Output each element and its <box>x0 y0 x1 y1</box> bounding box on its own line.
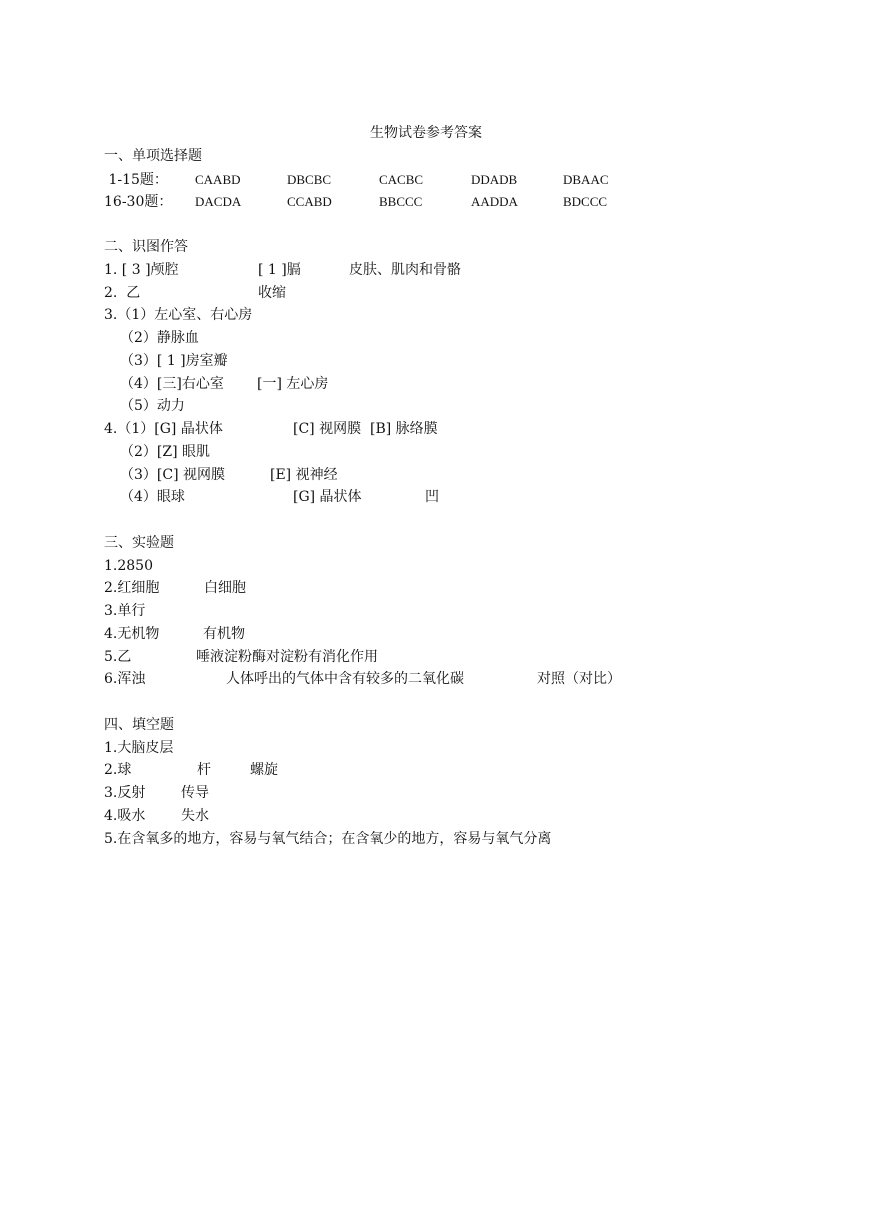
section-heading-diagram: 二、识图作答 <box>104 239 188 255</box>
answer-text: [ 1 ]膈 <box>258 262 301 278</box>
answer-text: 4.（1）[G] 晶状体 <box>104 421 223 437</box>
section-heading-experiment: 三、实验题 <box>104 535 174 551</box>
answer-text: [一] 左心房 <box>257 376 329 392</box>
answer-text: （3）[C] 视网膜 <box>120 467 225 483</box>
answer-text: 收缩 <box>258 285 286 301</box>
answer-group: DACDA <box>195 194 242 209</box>
answer-text: 传导 <box>181 785 209 801</box>
answer-text: 3.反射 <box>104 785 146 801</box>
answer-text: 唾液淀粉酶对淀粉有消化作用 <box>196 649 378 665</box>
answer-text: （4）[三]右心室 <box>120 376 224 392</box>
answer-group: CCABD <box>287 194 332 209</box>
answer-text: [E] 视神经 <box>270 467 338 483</box>
answer-text: 6.浑浊 <box>104 671 146 687</box>
answer-group: DDADB <box>471 172 518 187</box>
answer-text: 白细胞 <box>204 580 246 596</box>
answer-group: AADDA <box>471 194 518 209</box>
answer-text: 5.乙 <box>104 649 132 665</box>
answer-text: 1. [ 3 ]颅腔 <box>104 262 179 278</box>
answer-group: CACBC <box>379 172 424 187</box>
answer-text: 3.（1）左心室、右心房 <box>104 307 253 323</box>
answer-text: [G] 晶状体 <box>293 489 362 505</box>
answer-text: （2）静脉血 <box>120 330 199 346</box>
answer-text: 1.2850 <box>104 558 153 574</box>
answer-text: 螺旋 <box>250 762 278 778</box>
section-heading-fill: 四、填空题 <box>104 717 174 733</box>
answer-text: （3）[ 1 ]房室瓣 <box>120 353 228 369</box>
section-heading-choice: 一、单项选择题 <box>104 148 202 164</box>
answer-group: DBCBC <box>287 172 332 187</box>
answer-text: （4）眼球 <box>120 489 185 505</box>
answer-text: 2.球 <box>104 762 132 778</box>
answer-text: （5）动力 <box>120 398 185 414</box>
answer-text: 有机物 <box>203 626 245 642</box>
answer-text: 3.单行 <box>104 603 146 619</box>
answer-text: 4.无机物 <box>104 626 160 642</box>
answer-text: （2）[Z] 眼肌 <box>120 444 211 460</box>
answer-text: 杆 <box>197 762 211 778</box>
answer-text: 皮肤、肌肉和骨骼 <box>349 262 461 278</box>
answer-text: 2.红细胞 <box>104 580 160 596</box>
answer-group: CAABD <box>195 172 241 187</box>
answer-text: 2. 乙 <box>104 285 141 301</box>
page-title: 生物试卷参考答案 <box>370 125 482 141</box>
answer-text: 4.吸水 <box>104 808 146 824</box>
answer-group: BBCCC <box>379 194 423 209</box>
answer-text: 凹 <box>425 489 439 505</box>
row-label-16-30: 16-30题： <box>104 194 173 210</box>
answer-text: [C] 视网膜 [B] 脉络膜 <box>293 421 438 437</box>
answer-text: 5.在含氧多的地方，容易与氧气结合；在含氧少的地方，容易与氧气分离 <box>104 831 552 847</box>
answer-text: 失水 <box>181 808 209 824</box>
answer-group: DBAAC <box>563 172 609 187</box>
row-label-1-15: 1-15题： <box>104 172 168 188</box>
answer-text: 1.大脑皮层 <box>104 740 174 756</box>
answer-text: 人体呼出的气体中含有较多的二氧化碳 <box>226 671 464 687</box>
answer-group: BDCCC <box>563 194 608 209</box>
answer-text: 对照（对比） <box>537 671 621 687</box>
